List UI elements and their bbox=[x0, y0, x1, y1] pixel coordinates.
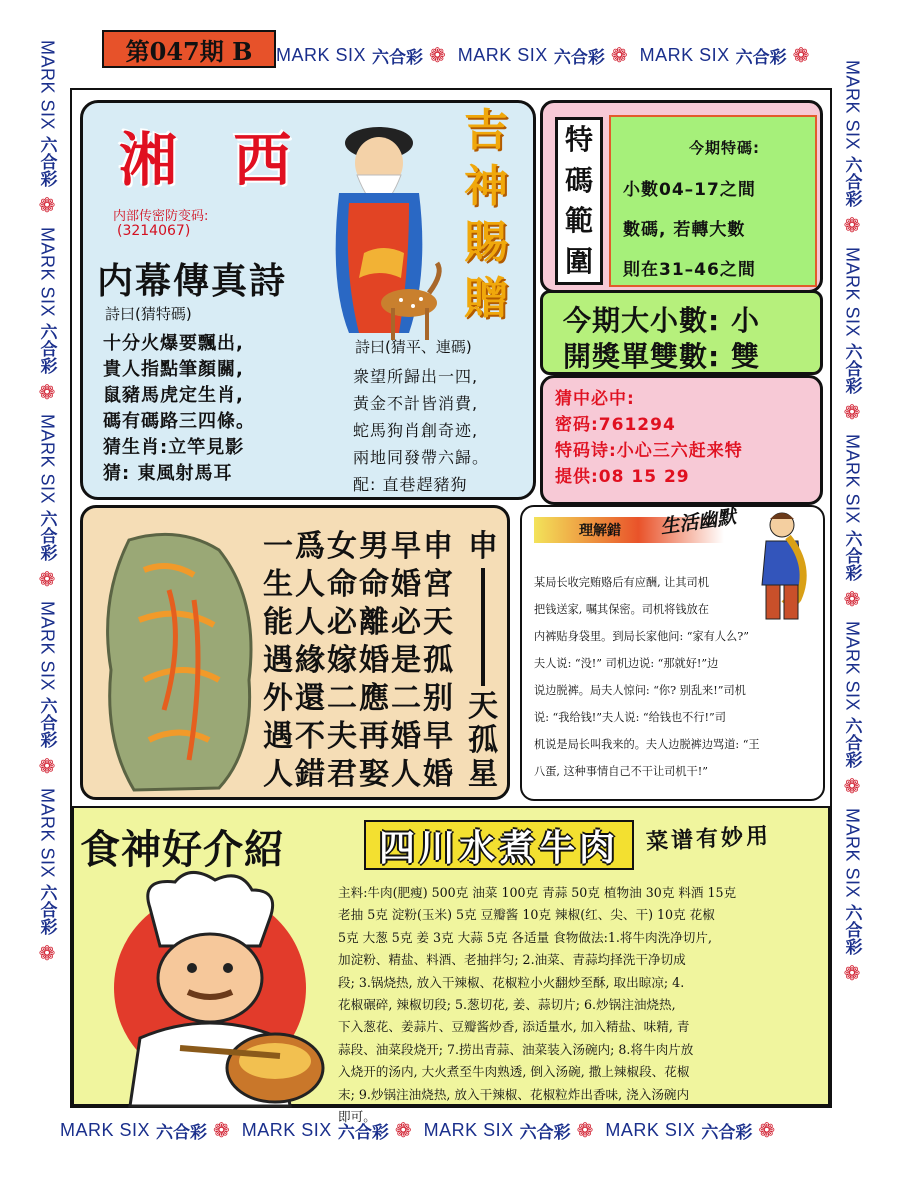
range-line: 則在31–46之間 bbox=[623, 260, 756, 280]
right-poem-subtitle: 詩曰(猜平、連碼) bbox=[355, 338, 472, 356]
border-unit bbox=[35, 601, 60, 788]
poem-line: 衆望所歸出一四, bbox=[353, 367, 479, 386]
flower-icon: ❁ bbox=[429, 43, 446, 67]
grid-row: 生人命命婚宮 bbox=[263, 567, 455, 602]
brand-en: MARK SIX bbox=[457, 44, 548, 65]
brand-cn: 六合彩 bbox=[36, 510, 57, 562]
guess-line: 密码:761294 bbox=[555, 415, 676, 435]
chef-illustration bbox=[80, 868, 340, 1106]
poem-line: 碼有碼路三四條。 bbox=[103, 411, 255, 432]
border-top bbox=[276, 40, 876, 70]
range-panel bbox=[540, 100, 823, 293]
story-line: 说: “我给钱!”夫人说: “给钱也不行!”司 bbox=[534, 711, 726, 724]
border-unit bbox=[276, 43, 458, 68]
recipe-line: 主料:牛肉(肥瘦) 500克 油菜 100克 青蒜 50克 植物油 30克 料酒 15克 bbox=[338, 885, 737, 900]
border-unit bbox=[60, 1118, 242, 1143]
border-unit bbox=[840, 434, 865, 621]
brand-en: MARK SIX bbox=[842, 60, 863, 151]
story-text bbox=[534, 569, 818, 785]
brand-cn: 六合彩 bbox=[841, 156, 862, 208]
flower-icon: ❁ bbox=[792, 43, 810, 67]
deity-illustration bbox=[309, 103, 449, 343]
flower-icon: ❁ bbox=[35, 567, 59, 592]
brand-en: MARK SIX bbox=[842, 434, 863, 525]
grid-row: 人錯君娶人婚 bbox=[263, 757, 455, 792]
flower-icon: ❁ bbox=[576, 1118, 594, 1142]
range-label-char: 特 bbox=[564, 123, 593, 157]
flower-icon: ❁ bbox=[840, 961, 864, 986]
character-grid bbox=[263, 528, 455, 794]
grid-row: 一爲女男早申 bbox=[263, 529, 455, 564]
flower-icon: ❁ bbox=[35, 193, 59, 218]
range-label bbox=[555, 117, 603, 285]
grid-row: 能人必離必天 bbox=[263, 605, 455, 640]
poem-line: 黃金不計皆消費, bbox=[353, 394, 479, 413]
story-line: 把钱送家, 嘱其保密。司机将钱放在 bbox=[534, 603, 709, 616]
range-box bbox=[609, 115, 817, 287]
poem-line: 猜生肖:立竿見影 bbox=[103, 437, 245, 458]
flower-icon: ❁ bbox=[840, 400, 864, 425]
recipe-line: 即可。 bbox=[338, 1109, 376, 1125]
god-gift-char: 吉 bbox=[464, 105, 508, 156]
brand-en: MARK SIX bbox=[37, 40, 58, 131]
poem-line: 兩地同發帶六歸。 bbox=[353, 448, 490, 467]
range-line: 今期特碼: bbox=[689, 139, 760, 157]
grid-side-column bbox=[461, 530, 505, 792]
recipe-line: 入烧开的汤内, 大火煮至牛肉熟透, 倒入汤碗, 撒上辣椒段、花椒 bbox=[338, 1064, 690, 1080]
recipe-panel bbox=[72, 806, 830, 1125]
story-badge: 生活幽默 bbox=[659, 505, 738, 539]
brand-cn: 六合彩 bbox=[519, 1122, 571, 1143]
poem-line: 十分火爆要飄出, bbox=[103, 333, 244, 354]
range-line: 數碼, 若轉大數 bbox=[623, 220, 746, 240]
size-line: 今期大小數: 小 bbox=[563, 304, 760, 337]
story-line: 某局长收完贿赂后有应酬, 让其司机 bbox=[534, 576, 709, 589]
brand-cn: 六合彩 bbox=[841, 717, 862, 769]
god-gift-char: 贈 bbox=[464, 273, 508, 324]
guess-panel bbox=[540, 375, 823, 505]
god-gift-char: 賜 bbox=[464, 217, 508, 268]
flower-icon: ❁ bbox=[213, 1118, 230, 1142]
story-line: 夫人说: “没!” 司机边说: “那就好!”边 bbox=[534, 657, 719, 670]
issue-number: 第047期 B bbox=[102, 30, 276, 68]
brand-en: MARK SIX bbox=[241, 1119, 332, 1140]
border-left bbox=[30, 40, 64, 1120]
brand-en: MARK SIX bbox=[605, 1119, 696, 1140]
grid-row: 遇緣嫁婚是孤 bbox=[263, 643, 455, 678]
flower-icon: ❁ bbox=[840, 774, 864, 799]
god-gift-label bbox=[453, 103, 519, 327]
border-unit bbox=[840, 808, 865, 995]
brand-en: MARK SIX bbox=[276, 44, 367, 65]
flower-icon: ❁ bbox=[35, 941, 59, 966]
guess-line: 猜中必中: bbox=[555, 389, 635, 409]
story-line: 机说是局长叫我来的。夫人边脱裤边骂道: “王 bbox=[534, 738, 760, 751]
brand-en: MARK SIX bbox=[842, 808, 863, 899]
story-line: 内裤贴身袋里。到局长家他问: “家有人么?” bbox=[534, 630, 749, 643]
brand-en: MARK SIX bbox=[60, 1119, 151, 1140]
brand-cn: 六合彩 bbox=[36, 136, 57, 188]
brand-en: MARK SIX bbox=[37, 788, 58, 879]
recipe-line: 加淀粉、精盐、料酒、老抽拌匀; 2.油菜、青蒜均择洗干净切成 bbox=[338, 952, 686, 968]
poem-line: 猜: 東風射馬耳 bbox=[103, 463, 233, 484]
poem-panel bbox=[80, 100, 536, 500]
flower-icon: ❁ bbox=[840, 213, 864, 238]
brand-en: MARK SIX bbox=[842, 247, 863, 338]
story-panel bbox=[520, 505, 825, 801]
flower-icon: ❁ bbox=[394, 1118, 412, 1142]
recipe-text bbox=[338, 882, 823, 1128]
brand-cn: 六合彩 bbox=[735, 47, 787, 68]
guess-line: 提供:08 15 29 bbox=[555, 467, 690, 487]
side-char: 申 bbox=[468, 529, 498, 564]
brand-cn: 六合彩 bbox=[36, 697, 57, 749]
character-grid-panel bbox=[80, 505, 510, 800]
recipe-line: 下入葱花、姜蒜片、豆瓣酱炒香, 添适量水, 加入精盐、味精, 青 bbox=[338, 1019, 690, 1035]
brand-en: MARK SIX bbox=[37, 601, 58, 692]
recipe-line: 段; 3.锅烧热, 放入干辣椒、花椒粒小火翻炒至酥, 取出晾凉; 4. bbox=[338, 974, 685, 990]
flower-icon: ❁ bbox=[758, 1118, 776, 1142]
border-unit bbox=[840, 247, 865, 434]
recipe-section-title: 食神好介紹 bbox=[80, 827, 285, 873]
story-line: 八蛋, 这种事情自己不干让司机干!” bbox=[534, 765, 708, 778]
brand-cn: 六合彩 bbox=[156, 1122, 208, 1143]
recipe-line: 蒜段、油菜段烧开; 7.捞出青蒜、油菜装入汤碗内; 8.将牛肉片放 bbox=[338, 1041, 694, 1057]
border-unit bbox=[35, 40, 60, 227]
recipe-line: 老抽 5克 淀粉(玉米) 5克 豆瓣酱 10克 辣椒(红、尖、干) 10克 花椒 bbox=[338, 907, 715, 923]
side-char: 天 bbox=[468, 689, 498, 724]
left-poem bbox=[103, 331, 255, 487]
god-gift-char: 神 bbox=[464, 161, 508, 212]
brand-cn: 六合彩 bbox=[36, 884, 57, 936]
brand-cn: 六合彩 bbox=[841, 343, 862, 395]
dish-name: 四川水煮牛肉 bbox=[378, 827, 619, 869]
range-label-char: 圍 bbox=[564, 244, 593, 278]
recipe-tagline: 菜谱有妙用 bbox=[645, 823, 772, 856]
size-parity-panel bbox=[540, 290, 823, 375]
border-right bbox=[835, 60, 869, 1140]
border-unit bbox=[840, 60, 865, 247]
poem-line: 鼠豬馬虎定生肖, bbox=[103, 385, 244, 406]
border-unit bbox=[840, 621, 865, 808]
brand-cn: 六合彩 bbox=[701, 1122, 753, 1143]
side-char: 孤 bbox=[468, 723, 498, 758]
flower-icon: ❁ bbox=[610, 43, 628, 67]
border-unit bbox=[35, 788, 60, 975]
right-poem bbox=[353, 363, 489, 498]
rock-illustration bbox=[99, 530, 259, 795]
border-unit bbox=[35, 227, 60, 414]
border-unit bbox=[640, 43, 822, 68]
code-label: 内部传密防变码: bbox=[113, 209, 209, 224]
brand-cn: 六合彩 bbox=[841, 530, 862, 582]
recipe-line: 花椒碾碎, 辣椒切段; 5.葱切花, 姜、蒜切片; 6.炒锅注油烧热, bbox=[338, 997, 676, 1013]
poem-line: 配: 直巷趕豬狗 bbox=[353, 475, 468, 494]
brand-cn: 六合彩 bbox=[841, 904, 862, 956]
brand-en: MARK SIX bbox=[37, 227, 58, 318]
brand-cn: 六合彩 bbox=[372, 47, 424, 68]
brand-cn: 六合彩 bbox=[553, 47, 605, 68]
brand-en: MARK SIX bbox=[37, 414, 58, 505]
brand-en: MARK SIX bbox=[639, 44, 730, 65]
recipe-line: 5克 大葱 5克 姜 3克 大蒜 5克 各适量 食物做法:1.将牛肉洗净切片, bbox=[338, 929, 712, 945]
border-unit bbox=[458, 43, 640, 68]
border-unit bbox=[35, 414, 60, 601]
grid-row: 遇不夫再婚早 bbox=[263, 719, 455, 754]
story-title: 理解錯 bbox=[579, 523, 621, 539]
brand-en: MARK SIX bbox=[423, 1119, 514, 1140]
flower-icon: ❁ bbox=[840, 587, 864, 612]
side-char: 星 bbox=[468, 757, 498, 792]
side-divider bbox=[481, 568, 485, 686]
range-label-char: 碼 bbox=[564, 163, 593, 197]
grid-row: 外還二應二别 bbox=[263, 681, 455, 716]
guess-line: 特码诗:小心三六赶来特 bbox=[555, 441, 743, 461]
poem-line: 蛇馬狗肖創奇迹, bbox=[353, 421, 479, 440]
flower-icon: ❁ bbox=[35, 380, 59, 405]
code-value: (3214067) bbox=[117, 223, 191, 239]
story-line: 说边脱裤。局夫人惊问: “你? 别乱来!”司机 bbox=[534, 684, 746, 697]
brand-cn: 六合彩 bbox=[337, 1122, 389, 1143]
brand-en: MARK SIX bbox=[842, 621, 863, 712]
poem-heading: 内幕傳真詩 bbox=[97, 261, 288, 302]
poem-line: 貴人指點筆顏關, bbox=[103, 359, 244, 380]
brand-cn: 六合彩 bbox=[36, 323, 57, 375]
recipe-line: 末; 9.炒锅注油烧热, 放入干辣椒、花椒粒炸出香味, 浇入汤碗内 bbox=[338, 1086, 690, 1102]
range-line: 小數04–17之間 bbox=[623, 180, 756, 200]
left-poem-subtitle: 詩曰(猜特碼) bbox=[105, 305, 192, 323]
flower-icon: ❁ bbox=[35, 754, 59, 779]
dish-name-box bbox=[364, 820, 634, 870]
range-label-char: 範 bbox=[564, 204, 593, 238]
poem-title: 湘 西 bbox=[119, 126, 310, 194]
parity-line: 開獎單雙數: 雙 bbox=[563, 340, 760, 373]
